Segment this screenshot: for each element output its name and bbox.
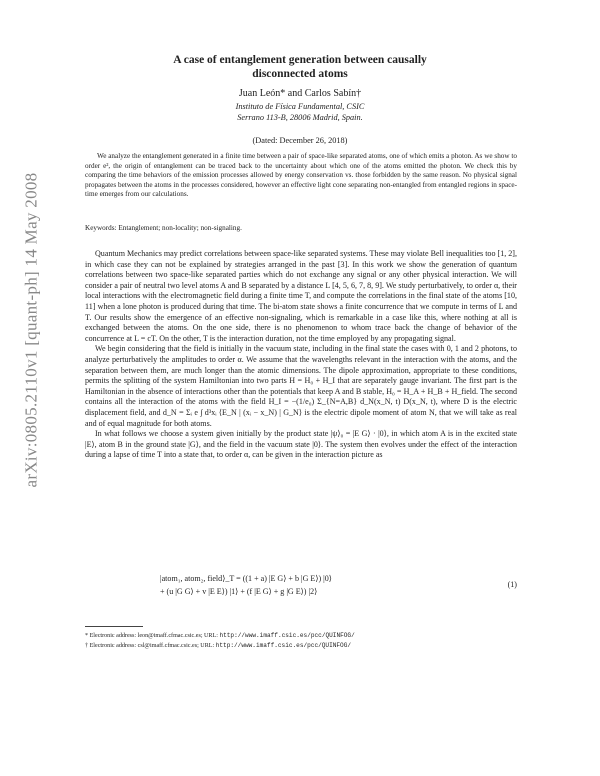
footnote-1	[85, 632, 525, 640]
abstract: We analyze the entanglement generated in a finite time between a pair of space-like separated atoms, one of which emits a photon. As we show to order e², the origin of entanglement can be traced back to the uncertainty about which one of the atoms emitted the photon. We check this by comparing the time behaviors of the emission processes allowed by energy conservation vs. those forbidden by the same reason. No physical signal propagates between the atoms in the processes considered, however an effective light cone separating non-entangled from entangled regions in space-time emerges from our calculations.	[85, 152, 517, 199]
footnote-1-url[interactable]: http://www.imaff.csic.es/pcc/QUINFOG/	[219, 632, 355, 639]
affiliation-line-1: Instituto de Física Fundamental, CSIC	[235, 102, 365, 111]
equation-number: (1)	[507, 580, 517, 589]
affiliation-line-2: Serrano 113-B, 28006 Madrid, Spain.	[237, 113, 363, 122]
keywords: Keywords: Entanglement; non-locality; non-signaling.	[85, 224, 242, 232]
dated-line: (Dated: December 26, 2018)	[252, 136, 348, 145]
paragraph-hamiltonian: We begin considering that the field is initially in the vacuum state, including in the final state the cases with 0, 1 and 2 photons, to analyze perturbatively the amplitudes to order α. We assume that the wavelengths relevant in the interaction with the atoms, and the separation between them, are much longer than the atomic dimensions. The dipole approximation, appropriate to these conditions, permits the splitting of the system Hamiltonian into two parts H = H₀ + H_I that are separately gauge invariant. The first part is the Hamiltonian in the absence of interactions other than the potentials that keep A and B stable, H₀ = H_A + H_B + H_field. The second contains all the interaction of the atoms with the field H_I = −(1/e₀) Σ_{N=A,B} d_N(x_N, t) D(x_N, t), where D is the electric displacement field, and d_N = Σᵢ e ∫ d³xᵢ ⟨E_N | (xᵢ − x_N) | G_N⟩ is the electric dipole moment of atom N, that we will take as real and of equal magnitude for both atoms.	[85, 344, 517, 428]
footnote-2-url[interactable]: http://www.imaff.csic.es/pcc/QUINFOG/	[215, 642, 352, 649]
arxiv-identifier: arXiv:0805.2110v1 [quant-ph] 14 May 2008	[21, 172, 40, 488]
footnote-1-text: * Electronic address: leon@imaff.cfmac.csic.es; URL:	[85, 633, 220, 639]
paragraph-initial-state: In what follows we choose a system given initially by the product state |ψ⟩₀ = |E G⟩ · |0⟩, in which atom A is in the excited state |E⟩, atom B in the ground state |G⟩, and the field in the vacuum state |0⟩. The system then evolves under the effect of the interaction during a lapse of time T into a state that, to order α, can be given in the interaction picture as	[85, 429, 517, 460]
author-list: Juan León* and Carlos Sabín†	[238, 88, 362, 99]
affiliation	[120, 101, 480, 123]
title-line-1: A case of entanglement generation between causally	[173, 54, 427, 66]
footnote-rule	[85, 626, 143, 627]
footnote-2-text: † Electronic address: csl@imaff.cfmac.csic.es; URL:	[85, 643, 216, 649]
paragraph-intro: Quantum Mechanics may predict correlations between space-like separated systems. These may violate Bell inequalities too [1, 2], in which case they can not be explained by strategies arranged in the past [3]. In this work we show the generation of quantum correlations between two space-like separated parties which do not exchange any signal or any other physical interaction. We will consider a pair of neutral two level atoms A and B separated by a distance L [4, 5, 6, 7, 8, 9]. We study perturbatively, to order α, their local interactions with the electromagnetic field during a finite time T, and compute the correlations in the final state of the atoms [10, 11] when a lone photon is produced during that time. The bi-atom state shows a finite concurrence that we compute in terms of L and T. Our results show the emergence of an effective non-signaling, which is remarkable in a case like this, where nothing at all is exchanged between the atoms. On the one side, there is no phenomenon to whom trace back the change of behavior of the concurrence at L = cT. On the other, T is the interaction duration, not the time employed by any propagating signal.	[85, 249, 517, 343]
equation-1	[160, 573, 517, 598]
arxiv-sidebar-stamp	[20, 120, 42, 540]
equation-line-2: + (u |G G⟩ + v |E E⟩) |1⟩ + (f |E G⟩ + g |G E⟩) |2⟩	[160, 586, 318, 596]
paper-title	[120, 53, 480, 81]
footnote-2	[85, 642, 525, 650]
main-text	[85, 249, 517, 461]
title-line-2: disconnected atoms	[252, 68, 348, 80]
equation-line-1: |atom₁, atom₂, field⟩_T = ((1 + a) |E G⟩ + b |G E⟩) |0⟩	[160, 574, 332, 583]
